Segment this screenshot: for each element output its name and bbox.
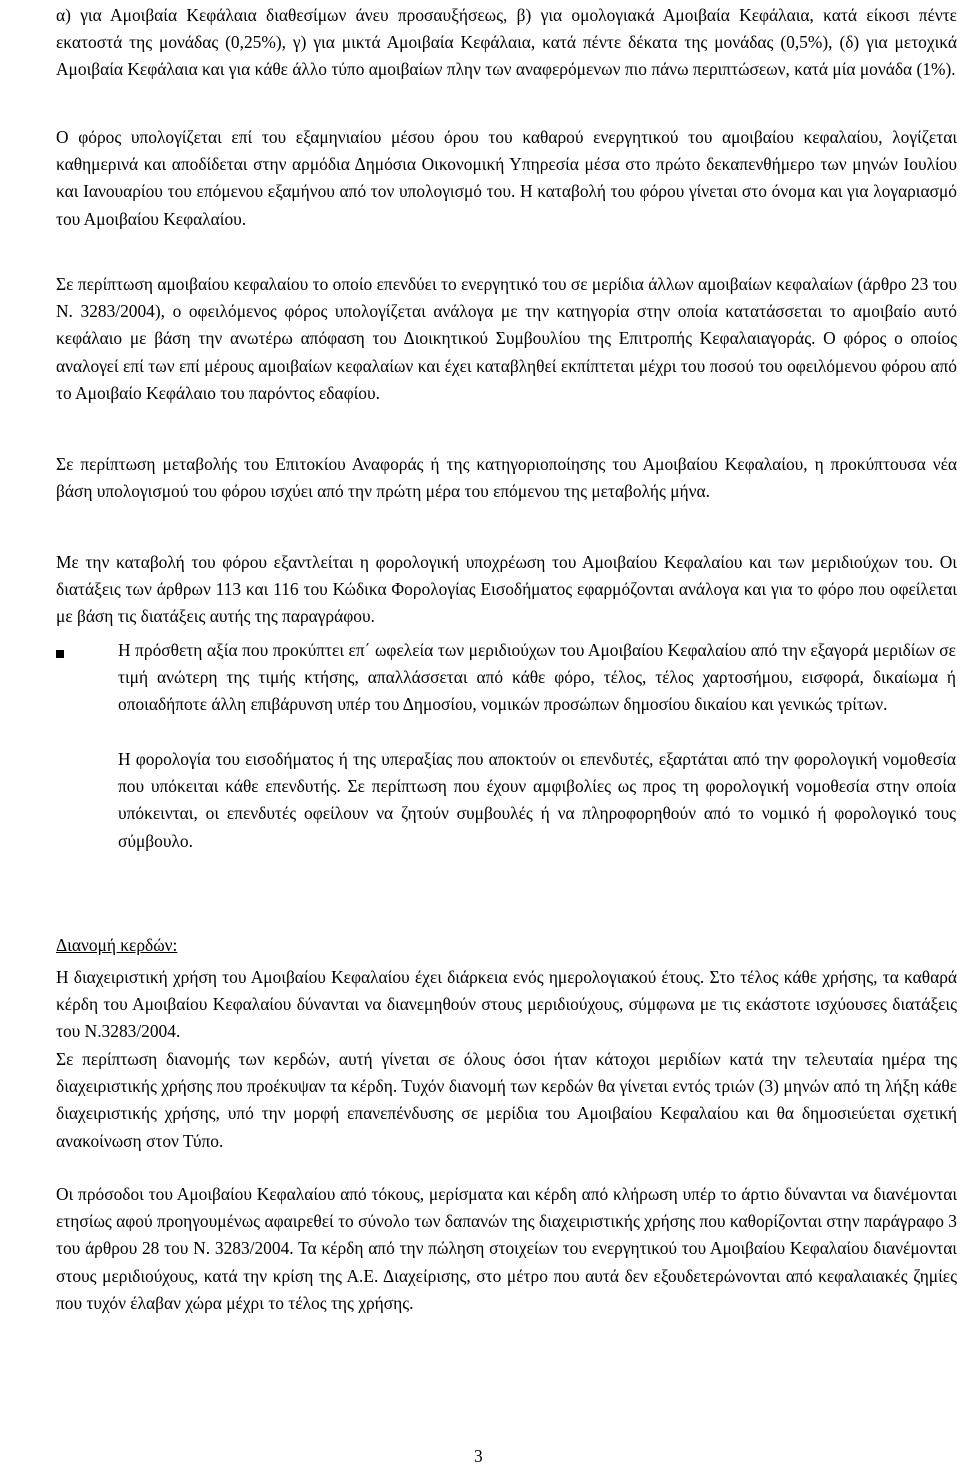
- paragraph-tax-exhaustion: Με την καταβολή του φόρου εξαντλείται η φορολογική υποχρέωση του Αμοιβαίου Κεφαλαίου και των μεριδιούχων του. Οι διατάξεις των άρθρων 113 και 116 του Κώδικα Φορολογίας Εισοδήματος εφαρμόζονται ανάλογα και για το φόρο που οφείλεται με βάση τις διατάξεις αυτής της παραγράφου.: [56, 552, 957, 627]
- paragraph-distribution-terms: Σε περίπτωση διανομής των κερδών, αυτή γίνεται σε όλους όσοι ήταν κάτοχοι μεριδίων κατά την τελευταία ημέρα της διαχειριστικής χρήσης που προέκυψαν τα κέρδη. Τυχόν διανομή των κερδών θα γίνεται εντός τριών (3) μηνών από τη λήξη κάθε διαχειριστικής χρήσης, υπό την μορφή επανεπένδυσης σε μερίδια του Αμοιβαίου Κεφαλαίου και θα δημοσιεύεται σχετική ανακοίνωση στον Τύπο.: [56, 1049, 957, 1151]
- paragraph-fee-rates: α) για Αμοιβαία Κεφάλαια διαθεσίμων άνευ προσαυξήσεως, β) για ομολογιακά Αμοιβαία Κεφάλαια, κατά είκοσι πέντε εκατοστά της μονάδας (0,25%), γ) για μικτά Αμοιβαία Κεφάλαια, κατά πέντε δέκατα της μονάδας (0,5%), (δ) για μετοχικά Αμοιβαία Κεφάλαια και για κάθε άλλο τύπο αμοιβαίων πλην των αναφερόμενων πιο πάνω περιπτώσεων, κατά μία μονάδα (1%).: [56, 5, 957, 80]
- square-bullet-icon: [56, 650, 64, 658]
- paragraph-fund-of-funds: Σε περίπτωση αμοιβαίου κεφαλαίου το οποίο επενδύει το ενεργητικό του σε μερίδια άλλων αμοιβαίων κεφαλαίων (άρθρο 23 του Ν. 3283/2004), ο οφειλόμενος φόρος υπολογίζεται ανάλογα με την κατηγορία στην οποία κατατάσσεται το αμοιβαίο αυτό κεφάλαιο με βάση την ανωτέρω απόφαση του Διοικητικού Συμβουλίου της Επιτροπής Κεφαλαιαγοράς. Ο φόρος ο οποίος αναλογεί επί των επί μέρους αμοιβαίων κεφαλαίων και έχει καταβληθεί εκπίπτεται μέχρι του ποσού του οφειλόμενου φόρου από το Αμοιβαίο Κεφάλαιο του παρόντος εδαφίου.: [56, 274, 957, 403]
- paragraph-income-distribution: Οι πρόσοδοι του Αμοιβαίου Κεφαλαίου από τόκους, μερίσματα και κέρδη από κλήρωση υπέρ το άρτιο δύνανται να διανέμονται ετησίως αφού προηγουμένως αφαιρεθεί το σύνολο των δαπανών της διαχειριστικής χρήσης που καθορίζονται στην παράγραφο 3 του άρθρου 28 του Ν. 3283/2004. Τα κέρδη από την πώληση στοιχείων του ενεργητικού του Αμοιβαίου Κεφαλαίου διανέμονται στους μεριδιούχους, κατά την κρίση της Α.Ε. Διαχείρισης, στο μέτρο που αυτά δεν εξουδετερώνονται από κεφαλαιακές ζημίες που τυχόν έλαβαν χώρα μέχρι το τέλος της χρήσης.: [56, 1184, 957, 1313]
- paragraph-rate-change: Σε περίπτωση μεταβολής του Επιτοκίου Αναφοράς ή της κατηγοριοποίησης του Αμοιβαίου Κεφαλαίου, η προκύπτουσα νέα βάση υπολογισμού του φόρου ισχύει από την πρώτη μέρα του επόμενου της μεταβολής μήνα.: [56, 454, 957, 502]
- section-heading-profit-distribution: Διανομή κερδών:: [56, 935, 178, 955]
- page-number: 3: [474, 1446, 483, 1466]
- bullet-item-capital-gains: Η πρόσθετη αξία που προκύπτει επ΄ ωφελεία των μεριδιούχων του Αμοιβαίου Κεφαλαίου από την εξαγορά μεριδίων σε τιμή ανώτερη της τιμής κτήσης, απαλλάσσεται από κάθε φόρο, τέλος, τέλος χαρτοσήμου, εισφορά, δικαίωμα ή οποιαδήποτε άλλη επιβάρυνση υπέρ του Δημοσίου, νομικών προσώπων δημοσίου δικαίου και γενικώς τρίτων.: [118, 640, 956, 715]
- paragraph-tax-calculation: Ο φόρος υπολογίζεται επί του εξαμηνιαίου μέσου όρου του καθαρού ενεργητικού του αμοιβαίου κεφαλαίου, λογίζεται καθημερινά και αποδίδεται στην αρμόδια Δημόσια Οικονομική Υπηρεσία μέσα στο πρώτο δεκαπενθήμερο των μηνών Ιουλίου και Ιανουαρίου του επόμενου εξαμήνου από τον υπολογισμό του. Η καταβολή του φόρου γίνεται στο όνομα και για λογαριασμό του Αμοιβαίου Κεφαλαίου.: [56, 127, 957, 229]
- paragraph-fiscal-year: Η διαχειριστική χρήση του Αμοιβαίου Κεφαλαίου έχει διάρκεια ενός ημερολογιακού έτους. Στο τέλος κάθε χρήσης, τα καθαρά κέρδη του Αμοιβαίου Κεφαλαίου δύνανται να διανεμηθούν στους μεριδιούχους, σύμφωνα με τις εκάστοτε ισχύουσες διατάξεις του Ν.3283/2004.: [56, 967, 957, 1042]
- paragraph-investor-taxation: Η φορολογία του εισοδήματος ή της υπεραξίας που αποκτούν οι επενδυτές, εξαρτάται από την φορολογική νομοθεσία που υπόκειται κάθε επενδυτής. Σε περίπτωση που έχουν αμφιβολίες ως προς τη φορολογική νομοθεσία στην οποία υπόκεινται, οι επενδυτές οφείλουν να ζητούν συμβουλές ή να πληροφορηθούν από το νομικό ή φορολογικό τους σύμβουλο.: [118, 749, 956, 851]
